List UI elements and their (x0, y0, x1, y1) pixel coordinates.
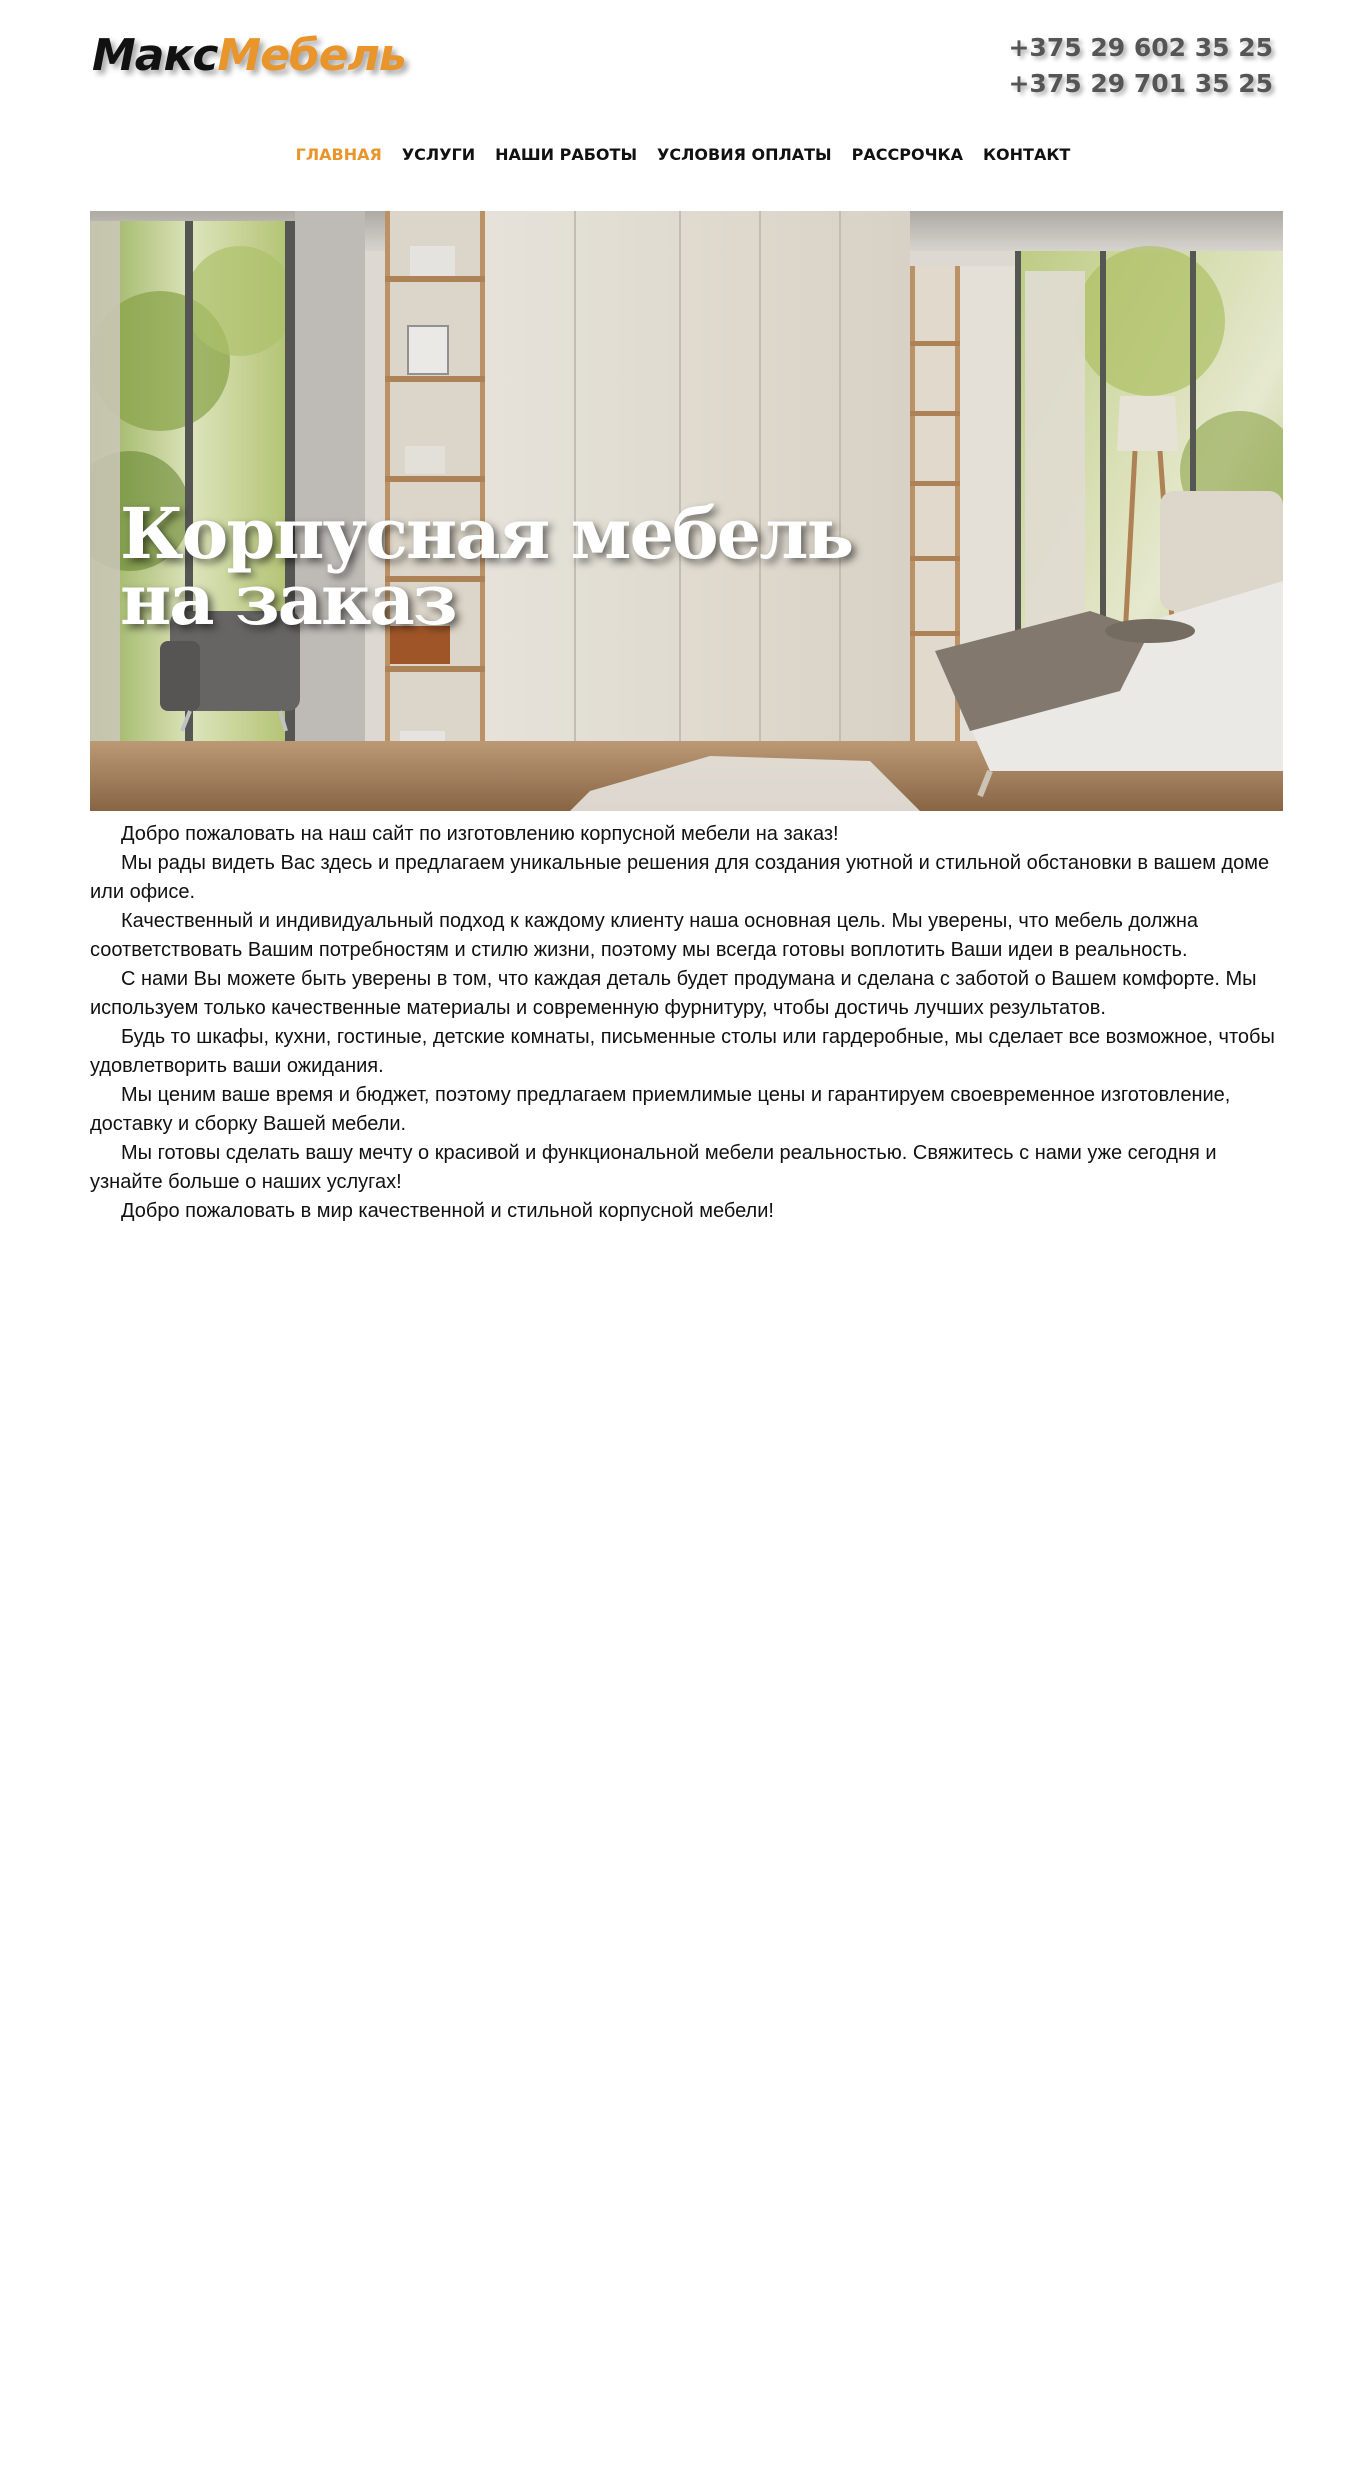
site-header (90, 0, 1283, 130)
intro-paragraph-3: Качественный и индивидуальный подход к каждому клиенту наша основная цель. Мы уверены, что мебель должна соответствовать Вашим потребностям и стилю жизни, поэтому мы всегда готовы воплотить Ваши идеи в реальность. (90, 910, 1199, 961)
intro-paragraph-1: Добро пожаловать на наш сайт по изготовлению корпусной мебели на заказ! (121, 823, 839, 845)
phone-link-1[interactable]: +375 29 602 35 25 (1008, 33, 1273, 62)
nav-item-home[interactable]: ГЛАВНАЯ (295, 145, 382, 164)
intro-paragraph-5: Будь то шкафы, кухни, гостиные, детские комнаты, письменные столы или гардеробные, мы сделает все возможное, чтобы удовлетворить ваши ожидания. (90, 1026, 1275, 1077)
intro-paragraph-4: С нами Вы можете быть уверены в том, что каждая деталь будет продумана и сделана с заботой о Вашем комфорте. Мы используем только качественные материалы и современную фурнитуру, чтобы достичь лучших результатов. (90, 968, 1257, 1019)
logo-part-2: Мебель (217, 30, 406, 81)
logo-part-1: Макс (92, 30, 218, 81)
intro-text (90, 820, 1283, 1226)
nav-item-our-works[interactable]: НАШИ РАБОТЫ (495, 145, 638, 164)
intro-paragraph-7: Мы готовы сделать вашу мечту о красивой и функциональной мебели реальностью. Свяжитесь с нами уже сегодня и узнайте больше о наших услугах! (90, 1142, 1217, 1193)
site-logo[interactable] (92, 30, 406, 81)
hero-title-line-1: Корпусная мебель (120, 492, 853, 575)
hero-title-line-2: на заказ (120, 558, 456, 641)
nav-item-installment[interactable]: РАССРОЧКА (851, 145, 963, 164)
hero-title (120, 492, 853, 641)
phone-list (1008, 30, 1273, 102)
intro-paragraph-6: Мы ценим ваше время и бюджет, поэтому предлагаем приемлимые цены и гарантируем своевременное изготовление, доставку и сборку Вашей мебели. (90, 1084, 1231, 1135)
nav-item-services[interactable]: УСЛУГИ (401, 145, 476, 164)
intro-paragraph-8: Добро пожаловать в мир качественной и стильной корпусной мебели! (121, 1200, 774, 1222)
hero-banner (90, 211, 1283, 811)
intro-paragraph-2: Мы рады видеть Вас здесь и предлагаем уникальные решения для создания уютной и стильной обстановки в вашем доме или офисе. (90, 852, 1270, 903)
phone-link-2[interactable]: +375 29 701 35 25 (1008, 69, 1273, 98)
nav-item-contact[interactable]: КОНТАКТ (982, 145, 1071, 164)
nav-item-payment-terms[interactable]: УСЛОВИЯ ОПЛАТЫ (657, 145, 832, 164)
main-nav (0, 140, 1366, 170)
